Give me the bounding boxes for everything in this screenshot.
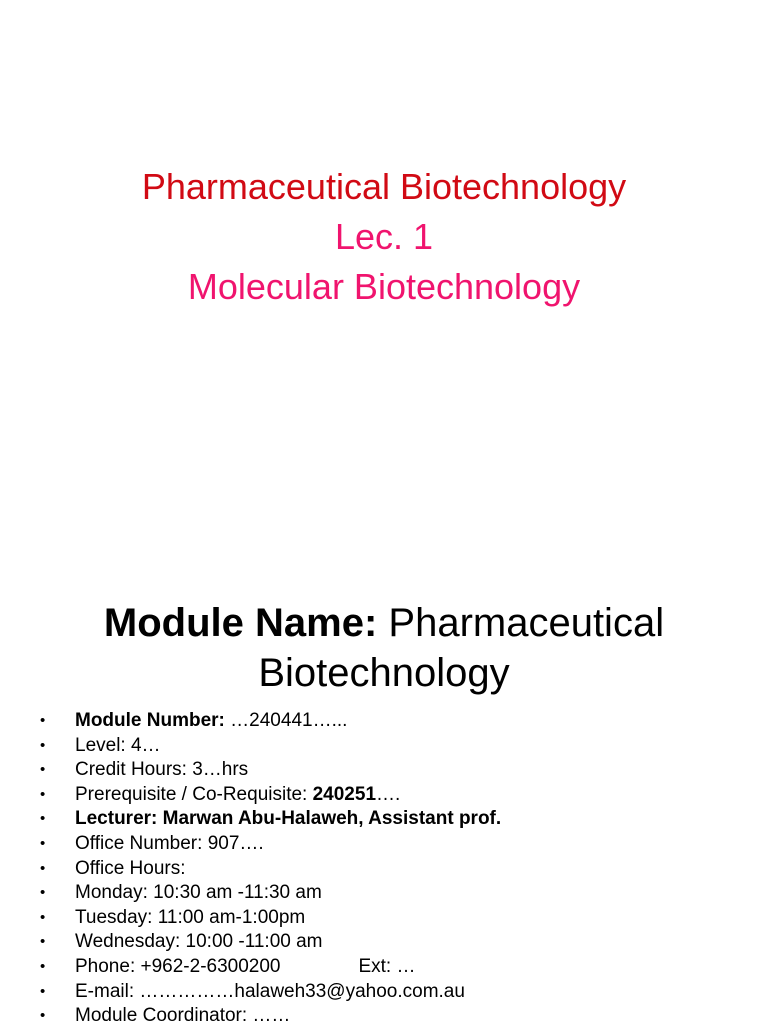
bullet-icon: • — [40, 933, 46, 951]
office-number-text: Office Number: 907…. — [75, 832, 264, 854]
module-name-label: Module Name: — [103, 601, 378, 645]
module-name-value-2: Biotechnology — [258, 651, 510, 695]
email-text: E-mail: ……………halaweh33@yahoo.com.au — [75, 980, 465, 1002]
list-item-lecturer — [40, 807, 501, 832]
tuesday-hours-text: Tuesday: 11:00 am-1:00pm — [75, 906, 306, 928]
list-item-monday — [40, 881, 501, 906]
lecture-number: Lec. 1 — [334, 216, 434, 257]
bullet-icon: • — [40, 908, 46, 926]
module-name-line-1 — [0, 598, 768, 648]
bullet-icon: • — [40, 982, 46, 1000]
bullet-icon: • — [40, 736, 46, 754]
module-number-label: Module Number: — [75, 710, 225, 731]
prerequisite-label: Prerequisite / Co-Requisite: — [75, 783, 313, 805]
course-title: Pharmaceutical Biotechnology — [141, 166, 627, 207]
credit-hours-text: Credit Hours: 3…hrs — [75, 759, 249, 781]
module-number-value: …240441…... — [230, 710, 348, 731]
list-item-wednesday — [40, 930, 501, 955]
prerequisite-suffix: …. — [376, 783, 401, 805]
bullet-icon: • — [40, 834, 46, 852]
wednesday-hours-text: Wednesday: 10:00 -11:00 am — [75, 931, 323, 953]
list-item-office-number — [40, 832, 501, 857]
prerequisite-value: 240251 — [312, 783, 377, 805]
list-item-prerequisite — [40, 783, 501, 808]
list-item-phone — [40, 955, 501, 980]
bullet-icon: • — [40, 785, 46, 803]
phone-text: Phone: +962-2-6300200 — [75, 955, 281, 977]
bullet-icon: • — [40, 712, 46, 729]
office-hours-text: Office Hours: — [75, 857, 186, 879]
coordinator-text: Module Coordinator: …… — [75, 1005, 291, 1024]
list-item-coordinator — [40, 1004, 501, 1024]
list-item-module-number — [40, 709, 501, 734]
list-item-office-hours — [40, 857, 501, 882]
module-slide — [0, 576, 768, 1024]
bullet-icon: • — [40, 957, 46, 975]
bullet-icon: • — [40, 884, 46, 902]
module-name-value-1: Pharmaceutical — [388, 601, 665, 645]
bullet-icon: • — [40, 859, 46, 877]
list-item-email — [40, 980, 501, 1005]
bullet-icon: • — [40, 1007, 46, 1024]
level-text: Level: 4… — [75, 734, 161, 756]
monday-hours-text: Monday: 10:30 am -11:30 am — [75, 882, 322, 904]
list-item-level — [40, 734, 501, 759]
list-item-tuesday — [40, 906, 501, 931]
module-details-list — [40, 709, 501, 1024]
bullet-icon: • — [40, 810, 46, 828]
module-name-heading — [0, 598, 768, 698]
bullet-icon: • — [40, 761, 46, 779]
title-block — [0, 162, 768, 312]
lecturer-text: Lecturer: Marwan Abu-Halaweh, Assistant prof. — [75, 808, 502, 830]
extension-text: Ext: … — [358, 955, 416, 977]
list-item-credit-hours — [40, 758, 501, 783]
lecture-topic: Molecular Biotechnology — [187, 266, 581, 307]
